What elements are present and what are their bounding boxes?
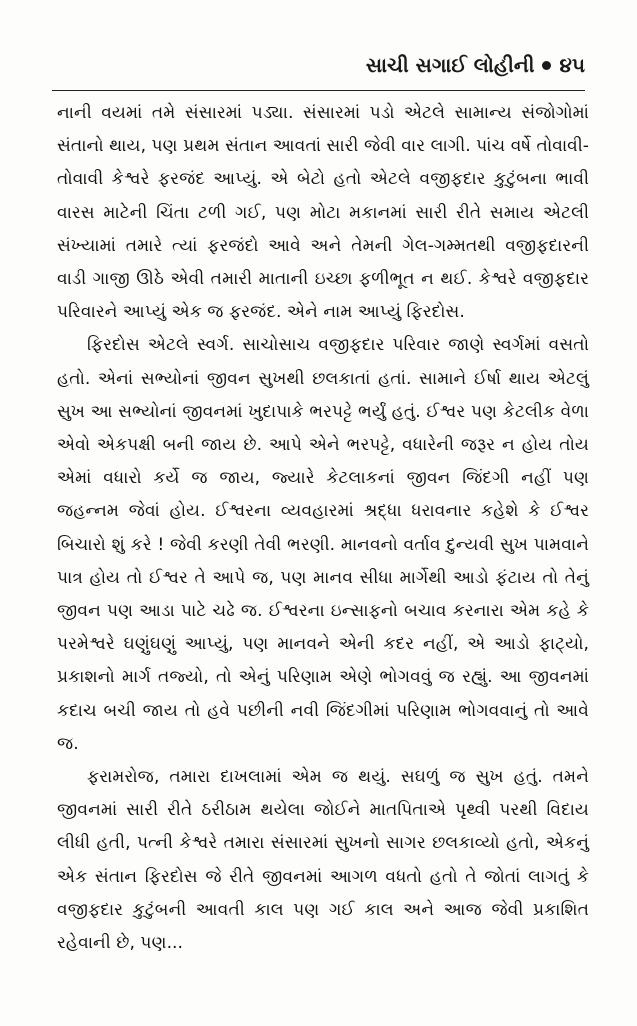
paragraph-3: ફરામરોજ, તમારા દાખલામાં એમ જ થયું. સઘળું જ સુખ હતું. તમને જીવનમાં સારી રીતે ઠરીઠામ થયેલા જોઈને માતપિતાએ પૃથ્વી પરથી વિદાય લીધી હતી, પત્ની કેશ્વરે તમારા સંસારમાં સુખનો સાગર છલકાવ્યો હતો, એકનું એક સંતાન ફિરદોસ જે રીતે જીવનમાં આગળ વધતો હતો તે જોતાં લાગતું કે વજીફદાર કુટુંબની આવતી કાલ પણ ગઈ કાલ અને આજ જેવી પ્રકાશિત રહેવાની છે, પણ...	[57, 767, 589, 954]
header-title: સાચી સગાઈ લોહીની	[365, 53, 535, 77]
header-rule	[52, 90, 585, 91]
body-text	[57, 97, 589, 960]
page-number: ૪૫	[559, 53, 585, 77]
paragraph-1: નાની વયમાં તમે સંસારમાં પડ્યા. સંસારમાં પડો એટલે સામાન્ય સંજોગોમાં સંતાનો થાય, પણ પ્રથમ સંતાન આવતાં સારી જેવી વાર લાગી. પાંચ વર્ષે તોવાવી-તોવાવી કેશ્વરે ફરજંદ આપ્યું. એ બેટો હતો એટલે વજીફદાર કુટુંબના ભાવી વારસ માટેની ચિંતા ટળી ગઈ, પણ મોટા મકાનમાં સારી રીતે સમાય એટલી સંખ્યામાં તમારે ત્યાં ફરજંદો આવે અને તેમની ગેલ-ગમ્મતથી વજીફદારની વાડી ગાજી ઊઠે એવી તમારી માતાની ઇચ્છા ફળીભૂત ન થઈ. કેશ્વરે વજીફદાર પરિવારને આપ્યું એક જ ફરજંદ. એને નામ આપ્યું ફિરદોસ.	[57, 103, 589, 323]
running-header	[366, 50, 585, 80]
paragraph-2: ફિરદોસ એટલે સ્વર્ગ. સાચોસાચ વજીફદાર પરિવાર જાણે સ્વર્ગમાં વસતો હતો. એનાં સભ્યોનાં જીવન સુખથી છલકાતાં હતાં. સામાને ઈર્ષા થાય એટલું સુખ આ સભ્યોનાં જીવનમાં ખુદાપાકે ભરપટ્ટે ભર્યું હતું. ઈશ્વર પણ કેટલીક વેળા એવો એકપક્ષી બની જાય છે. આપે એને ભરપટ્ટે, વધારેની જરૂર ન હોય તોય એમાં વધારો કર્યે જ જાય, જ્યારે કેટલાકનાં જીવન જિંદગી નહીં પણ જહન્નમ જેવાં હોય. ઈશ્વરના વ્યવહારમાં શ્રદ્ધા ધરાવનાર કહેશે કે ઈશ્વર બિચારો શું કરે ! જેવી કરણી તેવી ભરણી. માનવનો વર્તાવ દુન્યવી સુખ પામવાને પાત્ર હોય તો ઈશ્વર તે આપે જ, પણ માનવ સીધા માર્ગેથી આડો ફંટાય તો તેનું જીવન પણ આડા પાટે ચઢે જ. ઈશ્વરના ઇન્સાફનો બચાવ કરનારા એમ કહે કે પરમેશ્વરે ઘણુંઘણું આપ્યું, પણ માનવને એની કદર નહીં, એ આડો ફાટ્યો, પ્રકાશનો માર્ગ તજ્યો, તો એનું પરિણામ એણે ભોગવવું જ રહ્યું. આ જીવનમાં કદાચ બચી જાય તો હવે પછીની નવી જિંદગીમાં પરિણામ ભોગવવાનું તો આવે જ.	[57, 335, 589, 754]
bullet-icon	[542, 61, 551, 70]
